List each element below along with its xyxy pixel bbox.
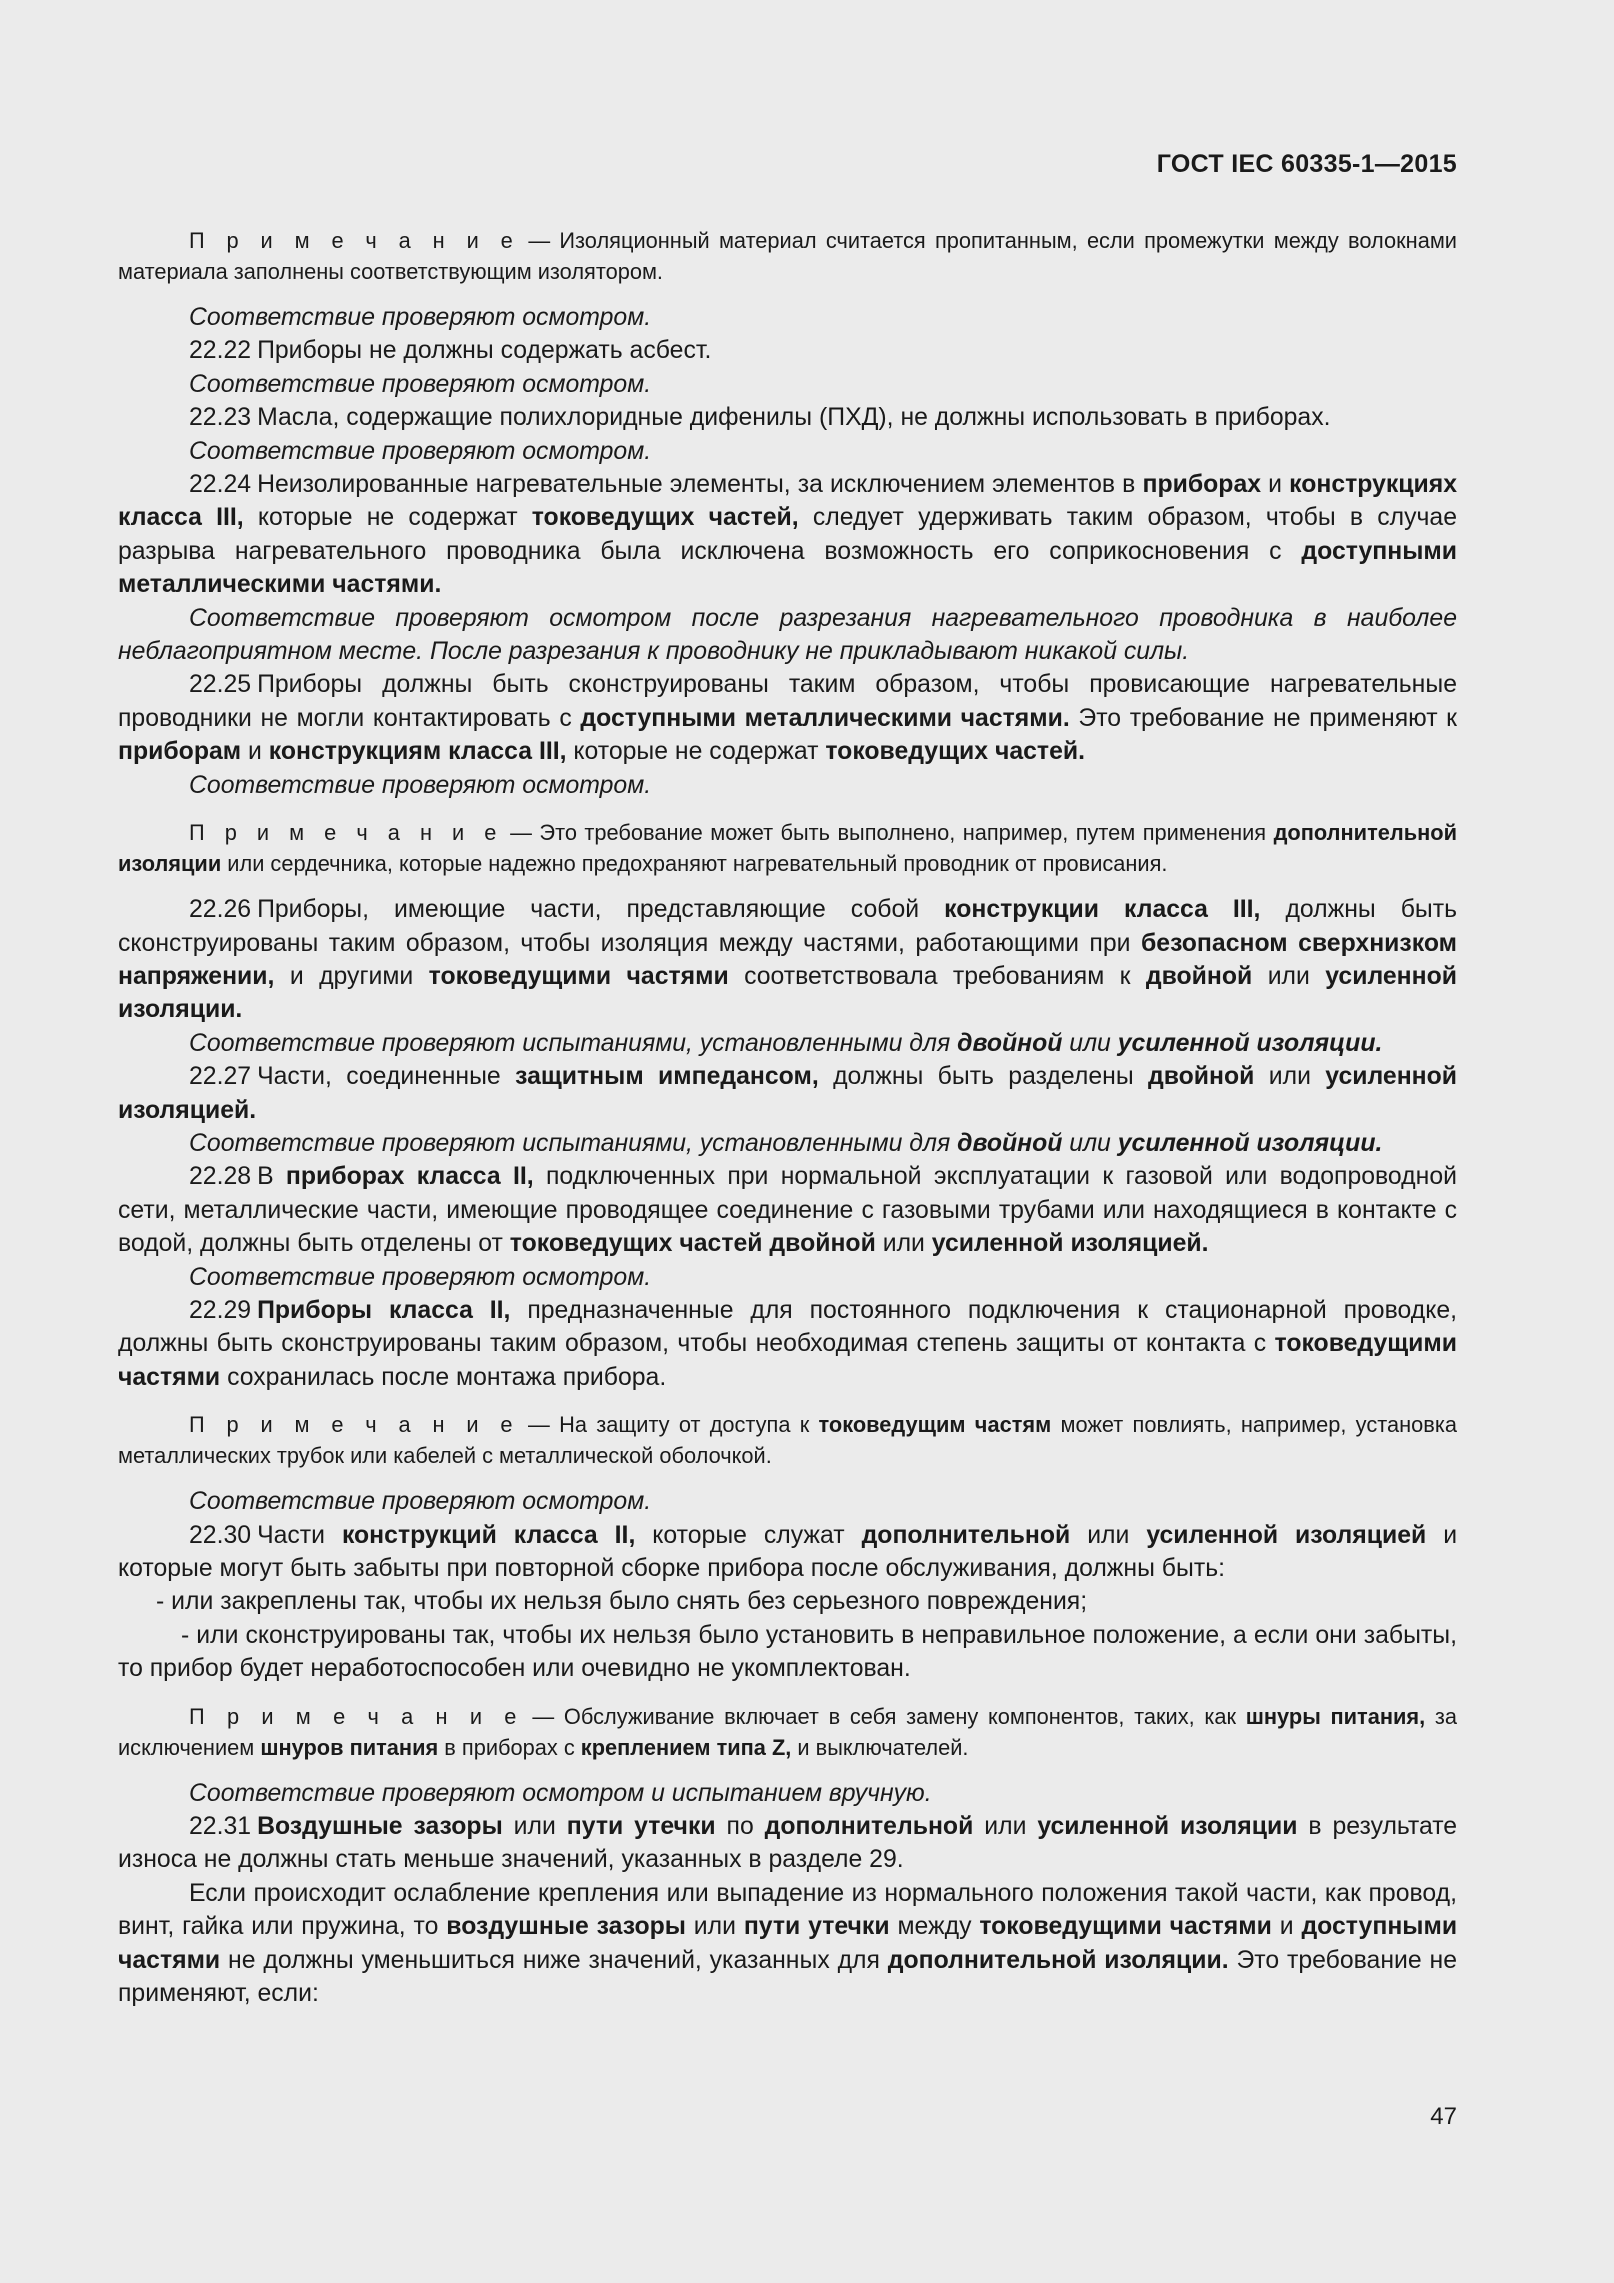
defined-term: двойной: [1148, 1063, 1255, 1091]
defined-term: креплением типа Z,: [580, 1734, 792, 1760]
text-run: Это требование может быть выполнено, например, путем применения: [539, 820, 1267, 846]
defined-term: усиленной изоляцией: [1146, 1521, 1427, 1549]
text-run: которые не содержат: [573, 738, 819, 766]
clause-22-23: [118, 401, 1457, 434]
text-run: —: [522, 1703, 564, 1729]
defined-term: усиленной изоляции.: [118, 962, 1458, 1024]
clause-number: 22.27: [189, 1063, 252, 1091]
defined-term: защитным импедансом,: [515, 1063, 819, 1091]
note-maintenance: [118, 1701, 1457, 1763]
text-run: или: [513, 1813, 556, 1841]
text-run: На защиту от доступа к: [559, 1412, 810, 1438]
document-body: [118, 225, 1457, 2010]
defined-term: Воздушные зазоры: [257, 1813, 503, 1841]
defined-term: дополнительной: [764, 1813, 974, 1841]
defined-term: конструкциях класса III,: [118, 471, 1458, 532]
defined-term: доступными частями: [118, 1913, 1458, 1974]
text-run: следует удерживать таким образом, чтобы в случае разрыва нагревательного проводника была исключена возможность его соприкосновения с: [118, 504, 1457, 565]
compliance-text: Соответствие проверяют осмотром.: [189, 771, 652, 799]
defined-term: токоведущих частей.: [825, 738, 1085, 766]
text-run: в результате износа не должны стать меньше значений, указанных в разделе 29.: [118, 1813, 1458, 1874]
clause-number: 22.25: [189, 671, 252, 699]
defined-term: двойной: [957, 1029, 1063, 1057]
text-run: соответствовала требованиям к: [744, 962, 1131, 990]
text-run: Это требование не применяют к: [1078, 704, 1458, 732]
text-run: за исключением: [118, 1703, 1458, 1760]
text-run: или: [1267, 962, 1310, 990]
compliance-text: Соответствие проверяют осмотром после разрезания нагревательного проводника в наиболее неблагоприятном месте. После разрезания к проводнику не прикладывают никакой силы.: [118, 604, 1457, 666]
text-run: или: [1268, 1063, 1311, 1091]
text-run: Приборы не должны содержать асбест.: [257, 337, 712, 365]
text-run: Неизолированные нагревательные элементы, за исключением элементов в: [257, 471, 1136, 499]
clause-number: 22.23: [189, 404, 252, 432]
text-run: и: [1268, 471, 1282, 499]
defined-term: токоведущих частей двойной: [509, 1230, 876, 1258]
note-label: П р и м е ч а н и е: [189, 1412, 519, 1438]
defined-term: токоведущими частями: [979, 1913, 1272, 1941]
list-item: - или сконструированы так, чтобы их нельзя было установить в неправильное положение, а если они забыты, то прибор будет неработоспособен или очевидно не укомплектован.: [118, 1621, 1457, 1683]
defined-term: усиленной изоляции.: [1117, 1029, 1383, 1057]
defined-term: приборам: [118, 738, 242, 766]
text-run: сохранилась после монтажа прибора.: [227, 1363, 667, 1391]
compliance-text: Соответствие проверяют осмотром и испытанием вручную.: [189, 1779, 932, 1807]
defined-term: доступными металлическими частями.: [580, 704, 1070, 732]
defined-term: усиленной изоляции.: [1117, 1129, 1383, 1157]
text-run: или: [1069, 1129, 1111, 1157]
text-run: Приборы должны быть сконструированы таким образом, чтобы провисающие нагревательные проводники не могли контактировать с: [118, 671, 1457, 732]
paragraph-loosening: [118, 1877, 1457, 2011]
defined-term: двойной: [957, 1129, 1063, 1157]
compliance-text: Соответствие проверяют осмотром.: [189, 304, 652, 331]
text-run: или: [882, 1230, 925, 1258]
text-run: —: [519, 228, 560, 253]
text-run: или: [693, 1913, 736, 1941]
clause-number: 22.28: [189, 1163, 252, 1191]
text-run: или: [1069, 1029, 1111, 1057]
compliance-text: Соответствие проверяют осмотром.: [189, 437, 652, 465]
compliance-text: [118, 1127, 1457, 1160]
clause-22-24: [118, 468, 1457, 602]
text-run: должны быть разделены: [833, 1063, 1134, 1091]
text-run: или: [1087, 1521, 1130, 1549]
defined-term: усиленной изоляции: [1037, 1813, 1298, 1841]
text-run: Части: [257, 1521, 325, 1549]
text-run: не должны уменьшиться ниже значений, указанных для: [228, 1946, 880, 1974]
defined-term: токоведущих частей,: [531, 504, 799, 532]
defined-term: токоведущим частям: [818, 1412, 1052, 1438]
text-run: Масла, содержащие полихлоридные дифенилы (ПХД), не должны использовать в приборах.: [257, 404, 1331, 432]
defined-term: дополнительной изоляции.: [887, 1946, 1229, 1974]
defined-term: приборах: [1142, 471, 1262, 499]
text-run: Если происходит ослабление крепления или выпадение из нормального положения такой части, как провод, винт, гайка или пружина, то: [118, 1879, 1457, 1941]
text-run: которые служат: [652, 1521, 845, 1549]
clause-22-31: [118, 1810, 1457, 1877]
defined-term: конструкций класса II,: [341, 1521, 636, 1549]
compliance-text: [118, 1027, 1457, 1060]
text-run: и выключателей.: [797, 1734, 969, 1760]
text-run: В: [257, 1163, 274, 1191]
clause-number: 22.26: [189, 896, 252, 924]
defined-term: токоведущими частями: [428, 962, 729, 990]
clause-number: 22.24: [189, 471, 252, 499]
clause-22-25: [118, 668, 1457, 768]
defined-term: дополнительной изоляции: [118, 820, 1457, 877]
defined-term: шнуров питания: [260, 1734, 439, 1760]
clause-22-27: [118, 1060, 1457, 1127]
note-label: П р и м е ч а н и е: [189, 820, 503, 846]
clause-number: 22.31: [189, 1813, 252, 1841]
defined-term: безопасном сверхнизком напряжении,: [118, 929, 1457, 990]
text-run: и которые могут быть забыты при повторной сборке прибора после обслуживания, должны быть:: [118, 1521, 1458, 1582]
note-label: П р и м е ч а н и е: [189, 1703, 523, 1729]
clause-number: 22.30: [189, 1521, 252, 1549]
text-run: и: [248, 738, 262, 766]
text-run: Изоляционный материал считается пропитанным, если промежутки между волокнами материала заполнены соответствующим изолятором.: [118, 228, 1457, 284]
defined-term: шнуры питания,: [1245, 1703, 1426, 1729]
clause-22-29: [118, 1294, 1457, 1394]
defined-term: Приборы класса II,: [257, 1296, 511, 1324]
compliance-text: Соответствие проверяют осмотром.: [189, 1263, 652, 1291]
list-item: - или закреплены так, чтобы их нельзя было снять без серьезного повреждения;: [156, 1588, 1088, 1616]
clause-22-30: [118, 1519, 1457, 1586]
text-run: и: [1279, 1913, 1294, 1941]
text-run: в приборах с: [444, 1734, 575, 1760]
text-run: по: [726, 1813, 754, 1841]
text-run: Соответствие проверяют испытаниями, установленными для: [189, 1129, 951, 1157]
clause-22-22: [118, 334, 1457, 367]
clause-22-28: [118, 1160, 1457, 1260]
note-impregnated: [118, 225, 1457, 287]
defined-term: конструкции класса III,: [944, 896, 1261, 924]
clause-number: 22.29: [189, 1296, 252, 1324]
compliance-text: Соответствие проверяют осмотром.: [189, 1488, 652, 1516]
text-run: подключенных при нормальной эксплуатации к газовой или водопроводной сети, металлические части, имеющие проводящее соединение с газовыми трубами или находящиеся в контакте с водой, должны быть отделены от: [118, 1163, 1457, 1258]
text-run: Обслуживание включает в себя замену компонентов, таких, как: [563, 1703, 1237, 1729]
text-run: Это требование не применяют, если:: [118, 1946, 1458, 2008]
defined-term: дополнительной: [861, 1521, 1071, 1549]
defined-term: усиленной изоляцией.: [118, 1063, 1458, 1124]
defined-term: пути утечки: [566, 1813, 716, 1841]
defined-term: конструкциям класса III,: [268, 738, 567, 766]
text-run: Приборы, имеющие части, представляющие собой: [257, 896, 920, 924]
text-run: или: [984, 1813, 1027, 1841]
page-number: 47: [1430, 2103, 1457, 2130]
defined-term: двойной: [1145, 962, 1253, 990]
document-header: ГОСТ IEC 60335-1—2015: [1156, 150, 1457, 178]
note-label: П р и м е ч а н и е: [189, 228, 520, 253]
defined-term: пути утечки: [743, 1913, 890, 1941]
clause-22-26: [118, 893, 1457, 1027]
defined-term: усиленной изоляцией.: [931, 1230, 1209, 1258]
text-run: и другими: [289, 962, 414, 990]
text-run: —: [518, 1412, 560, 1438]
text-run: Соответствие проверяют испытаниями, установленными для: [189, 1029, 951, 1057]
defined-term: приборах класса II,: [285, 1163, 534, 1191]
text-run: Части, соединенные: [257, 1063, 501, 1091]
clause-number: 22.22: [189, 337, 252, 365]
defined-term: воздушные зазоры: [446, 1913, 686, 1941]
text-run: между: [897, 1913, 972, 1941]
text-run: предназначенные для постоянного подключения к стационарной проводке, должны быть сконструированы таким образом, чтобы необходимая степень защиты от контакта с: [118, 1296, 1457, 1358]
text-run: —: [502, 820, 540, 846]
text-run: должны быть сконструированы таким образом, чтобы изоляция между частями, работающими при: [118, 896, 1458, 957]
note-sagging: [118, 817, 1457, 879]
defined-term: токоведущими частями: [118, 1330, 1457, 1391]
compliance-text: Соответствие проверяют осмотром.: [189, 370, 652, 398]
defined-term: доступными металлическими частями.: [118, 537, 1458, 599]
text-run: может повлиять, например, установка металлических трубок или кабелей с металлической оболочкой.: [118, 1412, 1457, 1469]
text-run: которые не содержат: [257, 504, 518, 532]
text-run: или сердечника, которые надежно предохраняют нагревательный проводник от провисания.: [227, 851, 1168, 877]
note-access-protection: [118, 1409, 1457, 1471]
